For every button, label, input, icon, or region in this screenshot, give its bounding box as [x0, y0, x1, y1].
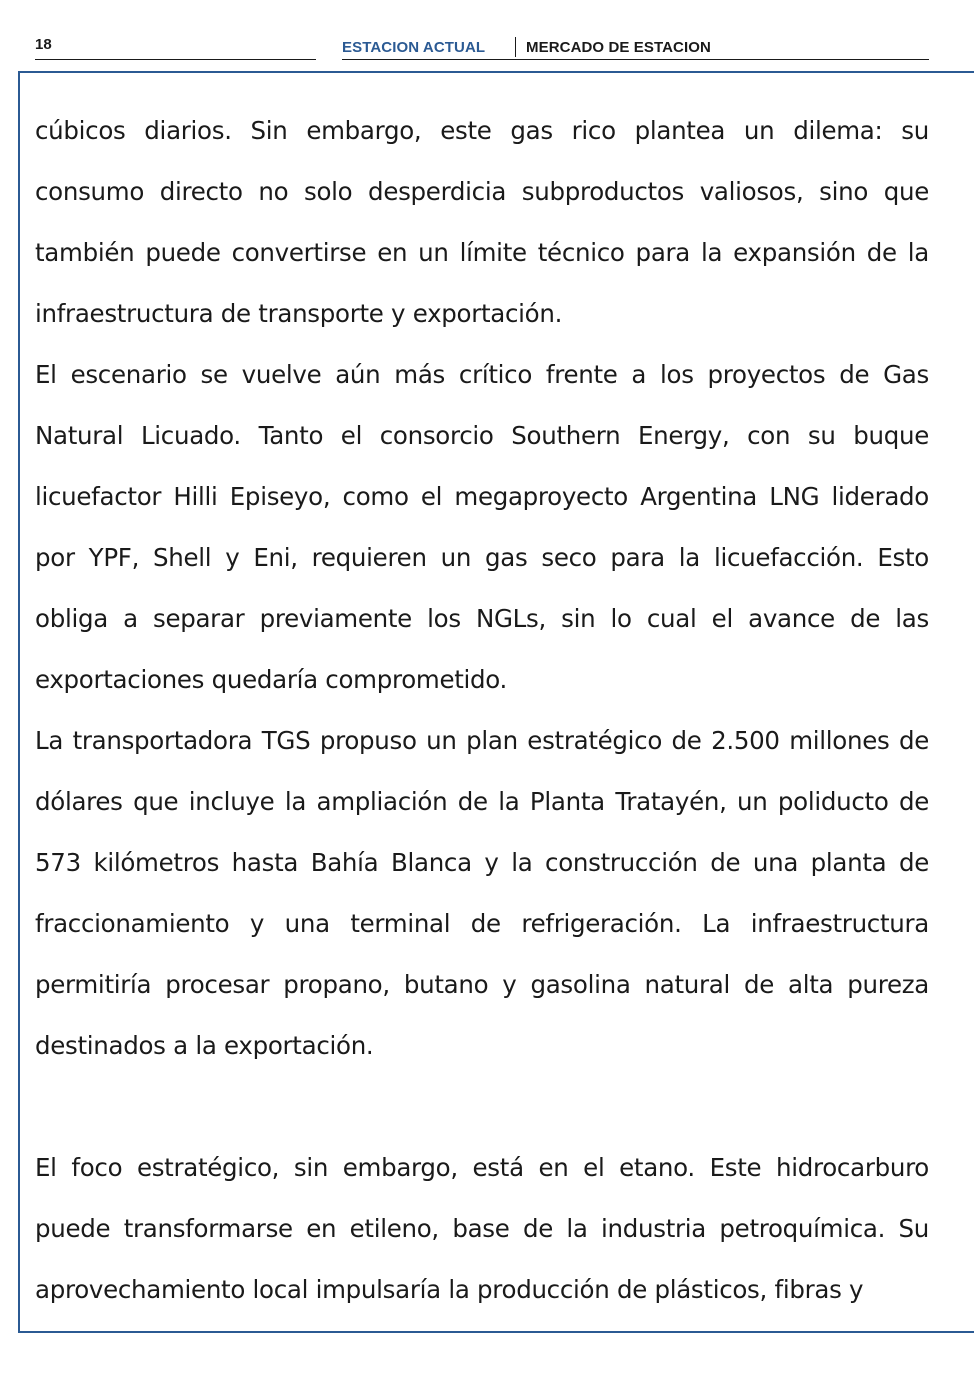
paragraph-1: cúbicos diarios. Sin embargo, este gas rico plantea un dilema: su consumo directo no solo desperdicia subproductos valiosos, sino que también puede convertirse en un límite técnico para la expansión de la infraestructura de transporte y exportación. [35, 116, 929, 328]
paragraph-2: El escenario se vuelve aún más crítico frente a los proyectos de Gas Natural Licuado. Tanto el consorcio Southern Energy, con su buque licuefactor Hilli Episeyo, como el megaproyecto Argentina LNG liderado por YPF, Shell y Eni, requieren un gas seco para la licuefacción. Esto obliga a separar previamente los NGLs, sin lo cual el avance de las exportaciones quedaría comprometido. [35, 360, 929, 694]
header-rule-right [342, 59, 929, 60]
page-number: 18 [35, 36, 52, 53]
section-title: ESTACION ACTUAL [342, 39, 486, 56]
subsection-title: MERCADO DE ESTACION [526, 39, 711, 56]
header-divider [515, 37, 516, 57]
header-rule-left [35, 59, 316, 60]
paragraph-3: La transportadora TGS propuso un plan estratégico de 2.500 millones de dólares que incluye la ampliación de la Planta Tratayén, un poliducto de 573 kilómetros hasta Bahía Blanca y la construcción de una planta de fraccionamiento y una terminal de refrigeración. La infraestructura permitiría procesar propano, butano y gasolina natural de alta pureza destinados a la exportación. [35, 726, 929, 1060]
article-body [35, 100, 929, 1320]
paragraph-4: El foco estratégico, sin embargo, está en el etano. Este hidrocarburo puede transformarse en etileno, base de la industria petroquímica. Su aprovechamiento local impulsaría la producción de plásticos, fibras y [35, 1153, 929, 1304]
